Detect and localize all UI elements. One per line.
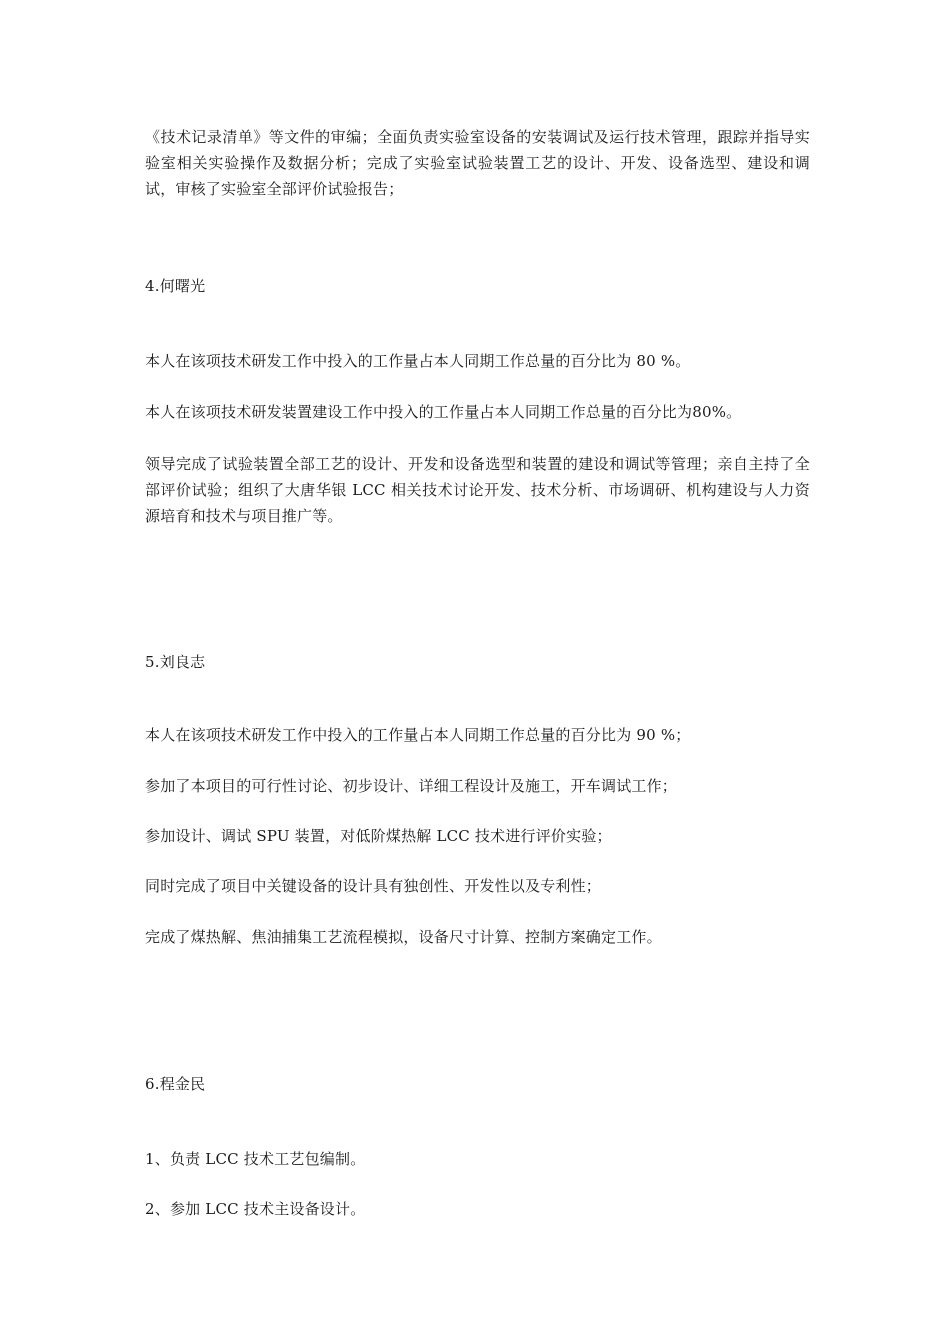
section-4-paragraph-2: 本人在该项技术研发装置建设工作中投入的工作量占本人同期工作总量的百分比为80%。 — [145, 403, 742, 421]
section-5-paragraph-5: 完成了煤热解、焦油捕集工艺流程模拟，设备尺寸计算、控制方案确定工作。 — [145, 928, 662, 946]
section-4-paragraph-3: 领导完成了试验装置全部工艺的设计、开发和设备选型和装置的建设和调试等管理；亲自主持了全部评价试验；组织了大唐华银 LCC 相关技术讨论开发、技术分析、市场调研、机构建设与人力资源培育和技术与项目推广等。 — [145, 455, 810, 525]
section-4-paragraph-1: 本人在该项技术研发工作中投入的工作量占本人同期工作总量的百分比为 80 %。 — [145, 352, 691, 370]
section-6-paragraph-1: 1、负责 LCC 技术工艺包编制。 — [145, 1150, 366, 1168]
continuation-paragraph: 《技术记录清单》等文件的审编；全面负责实验室设备的安装调试及运行技术管理，跟踪并指导实验室相关实验操作及数据分析；完成了实验室试验装置工艺的设计、开发、设备选型、建设和调试，审核了实验室全部评价试验报告； — [145, 128, 810, 198]
section-heading-5: 5.刘良志 — [145, 653, 206, 671]
section-heading-6: 6.程金民 — [145, 1075, 206, 1093]
section-5-paragraph-2: 参加了本项目的可行性讨论、初步设计、详细工程设计及施工，开车调试工作； — [145, 777, 678, 795]
section-5-paragraph-4: 同时完成了项目中关键设备的设计具有独创性、开发性以及专利性； — [145, 877, 602, 895]
section-5-paragraph-3: 参加设计、调试 SPU 装置，对低阶煤热解 LCC 技术进行评价实验； — [145, 827, 612, 845]
section-heading-4: 4.何曙光 — [145, 277, 206, 295]
section-5-paragraph-1: 本人在该项技术研发工作中投入的工作量占本人同期工作总量的百分比为 90 %； — [145, 726, 691, 744]
section-6-paragraph-2: 2、参加 LCC 技术主设备设计。 — [145, 1200, 366, 1218]
